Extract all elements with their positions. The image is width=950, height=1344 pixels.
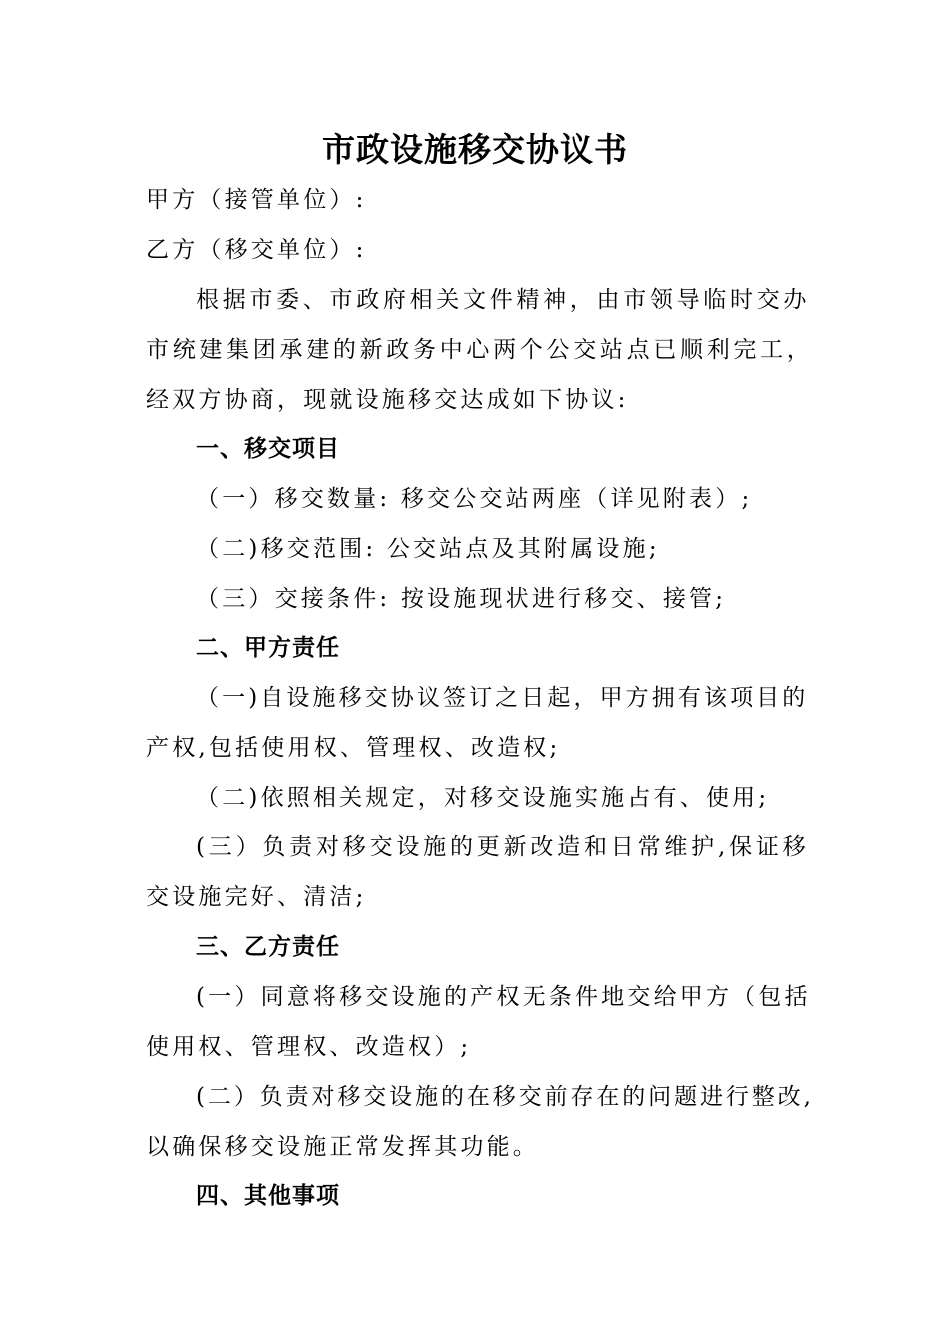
party-b-label: 乙方（移交单位）: [146, 237, 367, 263]
section-2-item: （一)自设施移交协议签订之日起，甲方拥有该项目的 [196, 685, 809, 711]
section-heading-1: 一、移交项目 [196, 436, 340, 462]
party-a-label: 甲方（接管单位）: [146, 187, 367, 213]
intro-line: 根据市委、市政府相关文件精神，由市领导临时交办 [196, 287, 811, 313]
section-heading-2: 二、甲方责任 [196, 635, 340, 661]
section-3-item: 使用权、管理权、改造权）; [146, 1034, 472, 1060]
section-2-item: （二)依照相关规定，对移交设施实施占有、使用; [196, 785, 770, 811]
intro-line: 市统建集团承建的新政务中心两个公交站点已顺利完工， [146, 337, 814, 363]
section-1-item: （一）移交数量: 移交公交站两座（详见附表）; [196, 486, 753, 512]
section-3-item: 以确保移交设施正常发挥其功能。 [146, 1134, 539, 1160]
section-1-item: （三）交接条件: 按设施现状进行移交、接管; [196, 586, 727, 612]
document-title: 市政设施移交协议书 [322, 130, 628, 169]
intro-line: 经双方协商，现就设施移交达成如下协议: [146, 387, 629, 413]
section-3-item: (一）同意将移交设施的产权无条件地交给甲方（包括 [196, 984, 811, 1010]
section-heading-4: 四、其他事项 [196, 1183, 340, 1209]
section-3-item: (二）负责对移交设施的在移交前存在的问题进行整改, [196, 1084, 814, 1110]
section-2-item: 产权,包括使用权、管理权、改造权; [146, 735, 561, 761]
section-heading-3: 三、乙方责任 [196, 934, 340, 960]
section-1-item: （二)移交范围: 公交站点及其附属设施; [196, 536, 660, 562]
section-2-item: 交设施完好、清洁; [146, 884, 367, 910]
section-2-item: (三）负责对移交设施的更新改造和日常维护,保证移 [196, 834, 810, 860]
